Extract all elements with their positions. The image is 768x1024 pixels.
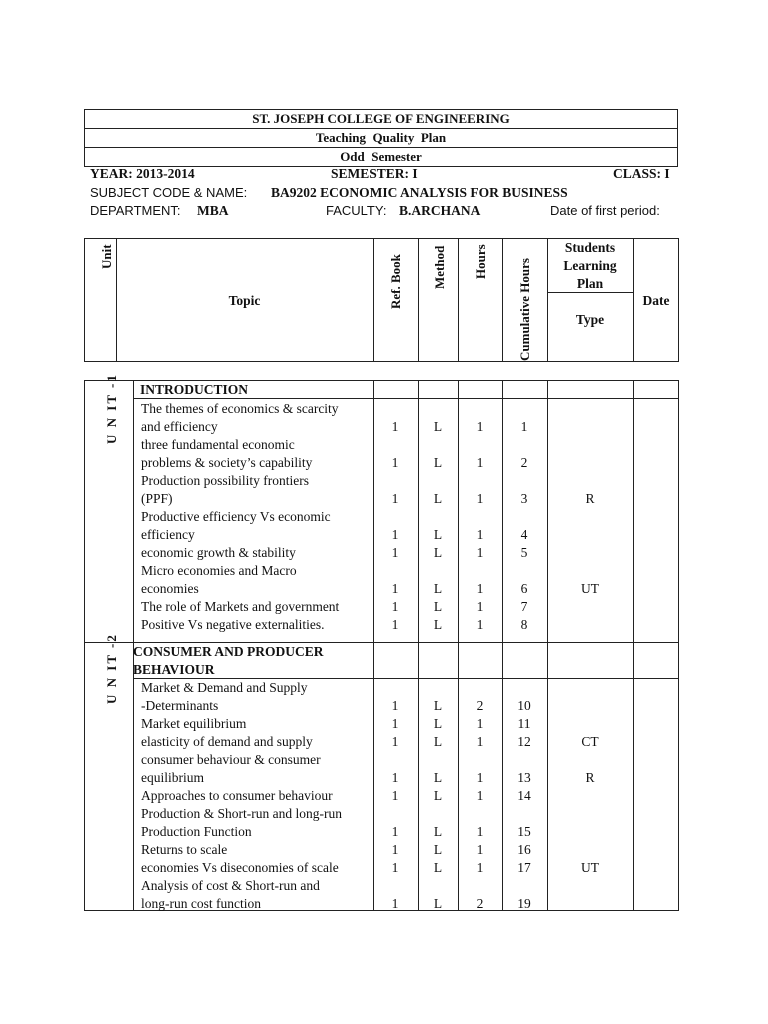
learning-plan-line1: Students <box>564 240 616 255</box>
ref-book-value: 1 <box>391 419 399 434</box>
ref-book-value: 1 <box>391 599 399 614</box>
unit-2-label: U N IT -2 <box>104 633 119 704</box>
cumulative-hours-value: 5 <box>520 545 528 560</box>
unit-1-label: U N IT -1 <box>104 373 119 444</box>
ref-book-value: 1 <box>391 698 399 713</box>
learning-plan-line2: Learning <box>563 258 617 273</box>
method-value: L <box>433 698 443 713</box>
topic-text: long-run cost function <box>141 896 261 911</box>
ref-book-heading: Ref. Book <box>388 254 403 309</box>
cumulative-hours-value: 16 <box>517 842 531 857</box>
method-value: L <box>433 788 443 803</box>
cumulative-hours-value: 1 <box>520 419 528 434</box>
hours-value: 1 <box>476 491 484 506</box>
topic-text: Approaches to consumer behaviour <box>141 788 333 803</box>
topic-text: elasticity of demand and supply <box>141 734 313 749</box>
topic-text: Production Function <box>141 824 252 839</box>
college-name: ST. JOSEPH COLLEGE OF ENGINEERING <box>85 110 677 129</box>
method-value: L <box>433 527 443 542</box>
ref-book-value: 1 <box>391 716 399 731</box>
topic-text: economies Vs diseconomies of scale <box>141 860 339 875</box>
unit-1-title: INTRODUCTION <box>140 382 249 397</box>
method-value: L <box>433 824 443 839</box>
plan-title: Teaching Quality Plan <box>85 129 677 148</box>
topic-text: consumer behaviour & consumer <box>141 752 321 767</box>
cumulative-hours-value: 6 <box>520 581 528 596</box>
hours-value: 1 <box>476 734 484 749</box>
topic-text: The role of Markets and government <box>141 599 340 614</box>
topic-text: Micro economies and Macro <box>141 563 297 578</box>
ref-book-value: 1 <box>391 545 399 560</box>
ref-book-value: 1 <box>391 527 399 542</box>
cumulative-hours-value: 8 <box>520 617 528 632</box>
year-row <box>90 165 678 183</box>
method-value: L <box>433 734 443 749</box>
cumulative-hours-value: 10 <box>517 698 531 713</box>
semester-text: SEMESTER: I <box>331 166 418 181</box>
method-heading: Method <box>432 245 447 289</box>
topic-text: Production & Short-run and long-run <box>141 806 342 821</box>
ref-book-value: 1 <box>391 734 399 749</box>
department-label: DEPARTMENT: <box>90 203 181 218</box>
learning-plan-line3: Plan <box>576 276 604 291</box>
cumulative-hours-value: 17 <box>517 860 531 875</box>
hours-value: 1 <box>476 842 484 857</box>
method-value: L <box>433 455 443 470</box>
topic-text: -Determinants <box>141 698 219 713</box>
ref-book-value: 1 <box>391 824 399 839</box>
date-heading: Date <box>642 293 670 308</box>
schedule-table <box>84 373 679 911</box>
ref-book-value: 1 <box>391 860 399 875</box>
learning-type-value: UT <box>581 581 599 596</box>
column-header-table <box>84 238 679 362</box>
method-value: L <box>433 599 443 614</box>
faculty-value: B.ARCHANA <box>399 203 481 218</box>
hours-value: 1 <box>476 860 484 875</box>
method-value: L <box>433 860 443 875</box>
hours-value: 2 <box>476 698 484 713</box>
topic-text: Production possibility frontiers <box>141 473 309 488</box>
learning-plan-heading <box>547 239 633 293</box>
cumulative-hours-value: 11 <box>517 716 531 731</box>
topic-text: Positive Vs negative externalities. <box>141 617 325 632</box>
department-value: MBA <box>197 203 229 218</box>
hours-value: 1 <box>476 599 484 614</box>
hours-value: 1 <box>476 788 484 803</box>
year-text: YEAR: 2013-2014 <box>90 166 195 181</box>
hours-value: 2 <box>476 896 484 911</box>
topic-text: economies <box>141 581 199 596</box>
unit-heading: Unit <box>99 244 114 269</box>
cumulative-hours-value: 7 <box>520 599 528 614</box>
hours-heading: Hours <box>473 244 488 279</box>
ref-book-value: 1 <box>391 842 399 857</box>
subject-label: SUBJECT CODE & NAME: <box>90 185 248 200</box>
hours-value: 1 <box>476 455 484 470</box>
hours-value: 1 <box>476 770 484 785</box>
topic-text: efficiency <box>141 527 195 542</box>
topic-text: The themes of economics & scarcity <box>141 401 339 416</box>
hours-value: 1 <box>476 527 484 542</box>
topic-text: economic growth & stability <box>141 545 296 560</box>
method-value: L <box>433 581 443 596</box>
subject-row <box>90 184 678 202</box>
subject-value: BA9202 ECONOMIC ANALYSIS FOR BUSINESS <box>271 185 568 200</box>
topic-text: problems & society’s capability <box>141 455 313 470</box>
cumulative-hours-value: 19 <box>517 896 531 911</box>
unit-2-title-line1: CONSUMER AND PRODUCER <box>133 644 324 659</box>
cumulative-hours-value: 14 <box>517 788 531 803</box>
faculty-label: FACULTY: <box>326 203 387 218</box>
ref-book-value: 1 <box>391 770 399 785</box>
method-value: L <box>433 491 443 506</box>
topic-text: and efficiency <box>141 419 218 434</box>
hours-value: 1 <box>476 716 484 731</box>
hours-value: 1 <box>476 824 484 839</box>
method-value: L <box>433 617 443 632</box>
cumulative-hours-value: 2 <box>520 455 528 470</box>
ref-book-value: 1 <box>391 491 399 506</box>
ref-book-value: 1 <box>391 788 399 803</box>
learning-type-value: R <box>585 770 595 785</box>
cumulative-hours-value: 12 <box>517 734 531 749</box>
topic-text: Returns to scale <box>141 842 228 857</box>
topic-text: Market & Demand and Supply <box>141 680 308 695</box>
method-value: L <box>433 716 443 731</box>
title-box <box>84 109 678 167</box>
cumulative-hours-value: 4 <box>520 527 528 542</box>
topic-heading: Topic <box>228 293 261 308</box>
method-value: L <box>433 770 443 785</box>
ref-book-value: 1 <box>391 581 399 596</box>
class-text: CLASS: I <box>613 166 670 181</box>
ref-book-value: 1 <box>391 617 399 632</box>
department-row <box>90 202 678 220</box>
topic-text: Productive efficiency Vs economic <box>141 509 331 524</box>
ref-book-value: 1 <box>391 896 399 911</box>
method-value: L <box>433 896 443 911</box>
topic-text: equilibrium <box>141 770 204 785</box>
learning-type-value: UT <box>581 860 599 875</box>
hours-value: 1 <box>476 545 484 560</box>
hours-value: 1 <box>476 581 484 596</box>
method-value: L <box>433 842 443 857</box>
hours-value: 1 <box>476 617 484 632</box>
ref-book-value: 1 <box>391 455 399 470</box>
cumulative-hours-value: 13 <box>517 770 531 785</box>
hours-value: 1 <box>476 419 484 434</box>
learning-type-value: CT <box>581 734 599 749</box>
topic-text: three fundamental economic <box>141 437 295 452</box>
topic-text: Analysis of cost & Short-run and <box>141 878 320 893</box>
cumulative-hours-value: 3 <box>520 491 528 506</box>
unit-2-title-line2: BEHAVIOUR <box>133 662 215 677</box>
type-heading: Type <box>575 312 605 327</box>
cumulative-hours-value: 15 <box>517 824 531 839</box>
topic-text: (PPF) <box>141 491 173 506</box>
learning-type-value: R <box>585 491 595 506</box>
first-period-label: Date of first period: <box>550 203 660 218</box>
semester-type: Odd Semester <box>340 149 422 164</box>
topic-text: Market equilibrium <box>141 716 247 731</box>
method-value: L <box>433 419 443 434</box>
cumulative-heading: Cumulative Hours <box>517 258 532 361</box>
method-value: L <box>433 545 443 560</box>
